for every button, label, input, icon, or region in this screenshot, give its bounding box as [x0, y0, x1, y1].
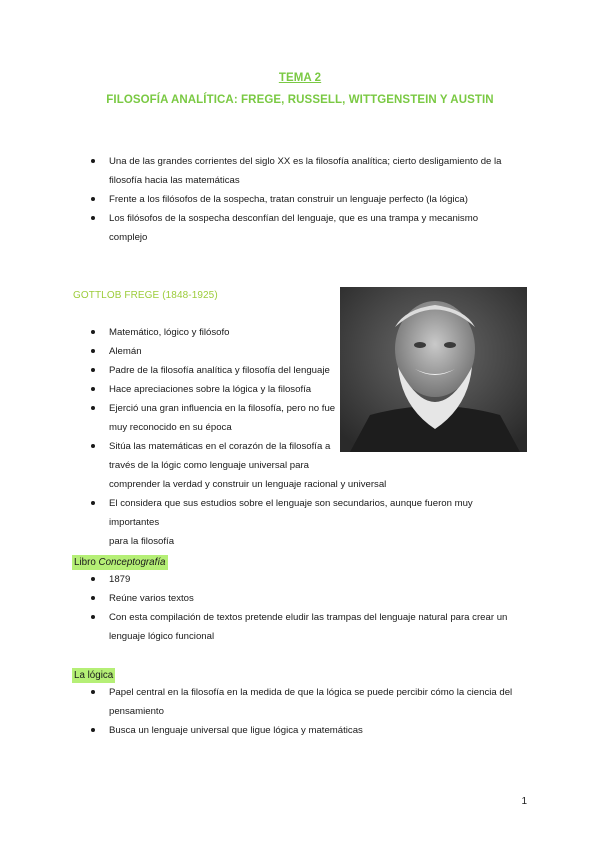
list-item: El considera que sus estudios sobre el lenguaje son secundarios, aunque fueron muy importantes	[91, 494, 521, 532]
list-item-continuation: comprender la verdad y construir un lenguaje racional y universal	[109, 479, 387, 490]
list-item: Hace apreciaciones sobre la lógica y la filosofía	[91, 380, 521, 399]
libro-heading-title: Conceptografía	[98, 557, 166, 568]
list-item: Papel central en la filosofía en la medida de que la lógica se puede percibir cómo la ciencia del	[91, 683, 521, 702]
list-item-continuation: para la filosofía	[109, 536, 175, 547]
section-heading-frege: GOTTLOB FREGE (1848-1925)	[73, 290, 218, 301]
logica-list	[91, 683, 521, 740]
list-item: Matemático, lógico y filósofo	[91, 323, 521, 342]
doc-subtitle: FILOSOFÍA ANALÍTICA: FREGE, RUSSELL, WITTGENSTEIN Y AUSTIN	[106, 94, 494, 106]
list-item-continuation: través de la lógic como lenguaje universal para	[109, 460, 309, 471]
list-item: 1879	[91, 570, 521, 589]
list-item: Una de las grandes corrientes del siglo XX es la filosofía analítica; cierto desligamiento de la	[91, 152, 511, 171]
list-item: Ejerció una gran influencia en la filosofía, pero no fue	[91, 399, 521, 418]
list-item: Los filósofos de la sospecha desconfían del lenguaje, que es una trampa y mecanismo complejo	[91, 209, 511, 247]
intro-list	[91, 152, 511, 247]
list-item: Con esta compilación de textos pretende eludir las trampas del lenguaje natural para crear un	[91, 608, 521, 627]
list-item: Sitúa las matemáticas en el corazón de la filosofía a	[91, 437, 521, 456]
list-item-continuation: muy reconocido en su época	[109, 422, 232, 433]
list-item: Alemán	[91, 342, 521, 361]
libro-list	[91, 570, 521, 646]
list-item-continuation: filosofía hacia las matemáticas	[109, 175, 240, 186]
list-item-continuation: lenguaje lógico funcional	[109, 631, 215, 642]
section-heading-logica: La lógica	[74, 670, 114, 681]
doc-title: TEMA 2	[278, 72, 322, 84]
list-item: Padre de la filosofía analítica y filosofía del lenguaje	[91, 361, 521, 380]
list-item-continuation: pensamiento	[109, 706, 164, 717]
section-heading-libro	[72, 555, 168, 570]
page-number: 1	[521, 796, 527, 807]
list-item: Frente a los filósofos de la sospecha, tratan construir un lenguaje perfecto (la lógica)	[91, 190, 511, 209]
frege-list	[91, 323, 521, 551]
list-item: Reúne varios textos	[91, 589, 521, 608]
libro-heading-prefix: Libro	[74, 557, 99, 568]
list-item: Busca un lenguaje universal que ligue lógica y matemáticas	[91, 721, 521, 740]
